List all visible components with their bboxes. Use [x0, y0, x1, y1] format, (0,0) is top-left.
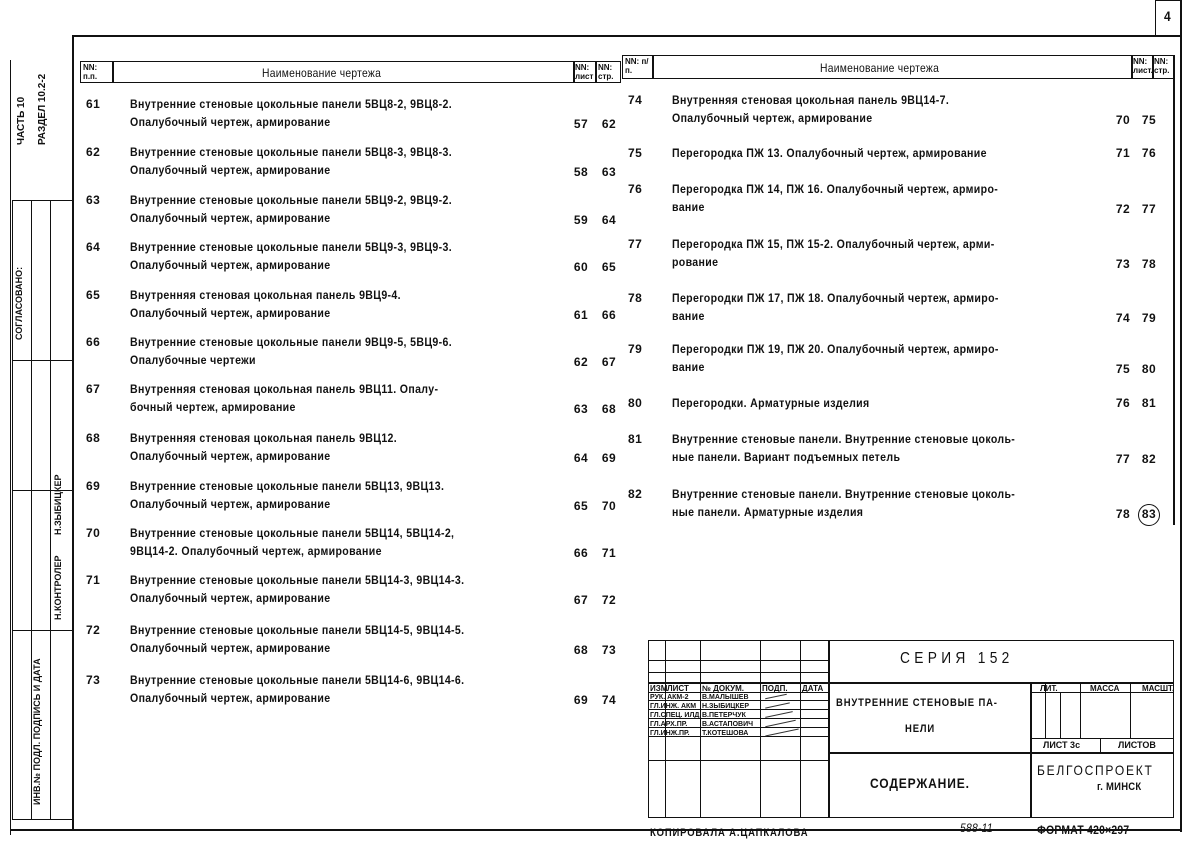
header-sheet: NN: лист [575, 63, 594, 81]
row-page-number: 63 [601, 165, 617, 179]
row-number: 67 [86, 382, 101, 396]
row-number: 78 [628, 291, 643, 305]
row-page-number: 70 [601, 499, 617, 513]
header-divider [652, 55, 654, 79]
row-title-line: Опалубочный чертеж, армирование [130, 258, 331, 272]
row-title-line: Внутренние стеновые панели. Внутренние стеновые цоколь- [672, 432, 1016, 446]
inventory-label: ИНВ.№ ПОДЛ. ПОДПИСЬ И ДАТА [32, 658, 42, 805]
row-page-number: 80 [1141, 362, 1157, 376]
row-number: 68 [86, 431, 101, 445]
row-title-line: Опалубочный чертеж, армирование [130, 163, 331, 177]
header-divider [112, 61, 114, 83]
row-page-number: 69 [601, 451, 617, 465]
row-page-number: 65 [601, 260, 617, 274]
title-block-line [648, 760, 828, 761]
header-page: NN: стр. [598, 63, 614, 81]
title-block-column-header: ПОДП. [762, 684, 788, 693]
row-page-number: 72 [601, 593, 617, 607]
series-label: СЕРИЯ 152 [900, 650, 1014, 667]
row-title-line: Перегородки ПЖ 17, ПЖ 18. Опалубочный чертеж, армиро- [672, 291, 999, 305]
row-title-line: Внутренние стеновые цокольные панели 5ВЦ8-2, 9ВЦ8-2. [130, 97, 452, 111]
row-title-line: Внутренние стеновые цокольные панели 5ВЦ9-3, 9ВЦ9-3. [130, 240, 452, 254]
drawing-name-2: НЕЛИ [905, 723, 936, 735]
row-number: 71 [86, 573, 101, 587]
title-block-line [1060, 692, 1061, 738]
row-title-line: Внутренние стеновые цокольные панели 5ВЦ9-2, 9ВЦ9-2. [130, 193, 452, 207]
row-page-number: 77 [1141, 202, 1157, 216]
row-page-number: 62 [601, 117, 617, 131]
row-sheet-number: 71 [1115, 146, 1131, 160]
row-title-line: ные панели. Вариант подъемных петель [672, 450, 901, 464]
header-no-right: NN: п/п. [625, 57, 649, 75]
table-row [86, 525, 646, 565]
row-sheet-number: 76 [1115, 396, 1131, 410]
row-title-line: рование [672, 255, 719, 269]
header-name-right: Наименование чертежа [820, 61, 940, 75]
row-page-number: 79 [1141, 311, 1157, 325]
table-row [86, 192, 646, 232]
row-title-line: Перегородка ПЖ 13. Опалубочный чертеж, армирование [672, 146, 987, 160]
table-row [86, 334, 646, 374]
row-page-number: 76 [1141, 146, 1157, 160]
title-block-line [1030, 682, 1032, 818]
header-divider [595, 61, 597, 83]
row-page-number: 78 [1141, 257, 1157, 271]
signer-name: В.ПЕТЕРЧУК [702, 712, 746, 719]
part-label: ЧАСТЬ 10 [16, 96, 27, 145]
mass-label: МАССА [1090, 684, 1120, 693]
title-block-line [828, 640, 830, 818]
row-number: 75 [628, 146, 643, 160]
copied-by: КОПИРОВАЛА А.ЦАПКАЛОВА [650, 827, 809, 839]
row-sheet-number: 67 [573, 593, 589, 607]
row-number: 74 [628, 93, 643, 107]
row-sheet-number: 62 [573, 355, 589, 369]
row-sheet-number: 78 [1115, 507, 1131, 521]
table-row [628, 236, 1188, 276]
title-block-column-header: ЛИСТ [667, 684, 689, 693]
row-title-line: Внутренние стеновые цокольные панели 5ВЦ13, 9ВЦ13. [130, 479, 445, 493]
city: г. МИНСК [1097, 781, 1142, 793]
row-title-line: Опалубочный чертеж, армирование [130, 497, 331, 511]
row-title-line: Опалубочный чертеж, армирование [672, 111, 873, 125]
row-title-line: Опалубочный чертеж, армирование [130, 449, 331, 463]
row-sheet-number: 65 [573, 499, 589, 513]
row-title-line: Перегородка ПЖ 15, ПЖ 15-2. Опалубочный чертеж, арми- [672, 237, 995, 251]
row-number: 79 [628, 342, 643, 356]
row-title-line: бочный чертеж, армирование [130, 400, 296, 414]
row-sheet-number: 66 [573, 546, 589, 560]
header-sheet-right: NN: лист. [1133, 57, 1153, 75]
row-sheet-number: 74 [1115, 311, 1131, 325]
header-name: Наименование чертежа [262, 66, 382, 80]
title-block-line [700, 640, 701, 818]
table-row [628, 181, 1188, 221]
row-sheet-number: 77 [1115, 452, 1131, 466]
lit-label: ЛИТ. [1040, 684, 1058, 693]
row-title-line: Опалубочный чертеж, армирование [130, 115, 331, 129]
signer-name: В.МАЛЫШЕВ [702, 694, 749, 701]
row-sheet-number: 57 [573, 117, 589, 131]
row-title-line: Перегородки. Арматурные изделия [672, 396, 870, 410]
table-row [86, 381, 646, 421]
section-label: РАЗДЕЛ 10.2-2 [37, 73, 48, 145]
title-block-column-header: ДАТА [802, 684, 824, 693]
row-title-line: Внутренние стеновые цокольные панели 5ВЦ14-6, 9ВЦ14-6. [130, 673, 465, 687]
row-number: 63 [86, 193, 101, 207]
row-title-line: вание [672, 309, 705, 323]
table-row [628, 92, 1188, 132]
row-page-number: 75 [1141, 113, 1157, 127]
row-title-line: Внутренние стеновые цокольные панели 9ВЦ9-5, 5ВЦ9-6. [130, 335, 452, 349]
table-row [628, 486, 1188, 526]
row-number: 66 [86, 335, 101, 349]
table-row [86, 478, 646, 518]
row-page-number: 66 [601, 308, 617, 322]
table-row [86, 96, 646, 136]
row-title-line: Опалубочный чертеж, армирование [130, 691, 331, 705]
table-row [86, 430, 646, 470]
title-block-line [1080, 682, 1081, 738]
table-row [628, 341, 1188, 381]
row-sheet-number: 61 [573, 308, 589, 322]
row-title-line: Внутренняя стеновая цокольная панель 9ВЦ11. Опалу- [130, 382, 439, 396]
sheets-label: ЛИСТОВ [1118, 740, 1156, 750]
row-page-number: 82 [1141, 452, 1157, 466]
sheet-number: 4 [1164, 8, 1171, 24]
row-number: 77 [628, 237, 643, 251]
frame-bottom [10, 829, 1182, 831]
title-block-column-header: № ДОКУМ. [702, 684, 745, 693]
stamp-row [12, 630, 73, 631]
row-title-line: вание [672, 360, 705, 374]
title-block-line [828, 752, 1174, 754]
table-row [86, 287, 646, 327]
table-row [86, 144, 646, 184]
row-title-line: Опалубочные чертежи [130, 353, 256, 367]
signer-role: РУК. АКМ-2 [650, 694, 689, 701]
stamp-row [12, 490, 73, 491]
row-title-line: Внутренняя стеновая цокольная панель 9ВЦ12. [130, 431, 398, 445]
row-title-line: ные панели. Арматурные изделия [672, 505, 864, 519]
row-page-number: 64 [601, 213, 617, 227]
row-page-number: 83 [1138, 504, 1160, 526]
title-block-line [1100, 738, 1101, 752]
row-sheet-number: 75 [1115, 362, 1131, 376]
table-row [86, 572, 646, 612]
row-title-line: Внутренняя стеновая цокольная панель 9ВЦ9-4. [130, 288, 401, 302]
row-title-line: 9ВЦ14-2. Опалубочный чертеж, армирование [130, 544, 382, 558]
table-row [86, 622, 646, 662]
row-title-line: Перегородки ПЖ 19, ПЖ 20. Опалубочный чертеж, армиро- [672, 342, 999, 356]
row-sheet-number: 63 [573, 402, 589, 416]
row-title-line: вание [672, 200, 705, 214]
row-title-line: Внутренние стеновые цокольные панели 5ВЦ14, 5ВЦ14-2, [130, 526, 455, 540]
row-number: 69 [86, 479, 101, 493]
row-number: 81 [628, 432, 643, 446]
row-title-line: Перегородка ПЖ 14, ПЖ 16. Опалубочный чертеж, армиро- [672, 182, 999, 196]
stamp-row [12, 360, 73, 361]
row-title-line: Внутренние стеновые панели. Внутренние стеновые цоколь- [672, 487, 1016, 501]
row-number: 62 [86, 145, 101, 159]
row-title-line: Опалубочный чертеж, армирование [130, 641, 331, 655]
signer-role: ГЛ.ИНЖ.ПР. [650, 730, 690, 737]
row-page-number: 81 [1141, 396, 1157, 410]
row-sheet-number: 72 [1115, 202, 1131, 216]
row-page-number: 67 [601, 355, 617, 369]
frame-top [72, 35, 1181, 37]
row-sheet-number: 60 [573, 260, 589, 274]
scale-label: МАСШТ. [1142, 684, 1175, 693]
signer-role: ГЛ.АРХ.ПР. [650, 721, 688, 728]
row-number: 73 [86, 673, 101, 687]
signer-role: ГЛ.СПЕЦ. ИЛД [650, 712, 700, 719]
row-page-number: 71 [601, 546, 617, 560]
row-page-number: 68 [601, 402, 617, 416]
table-row [628, 145, 1188, 185]
row-number: 76 [628, 182, 643, 196]
row-number: 61 [86, 97, 101, 111]
title-block-line [648, 660, 828, 661]
row-page-number: 73 [601, 643, 617, 657]
title-block-line [648, 672, 828, 673]
row-number: 65 [86, 288, 101, 302]
row-title-line: Внутренние стеновые цокольные панели 5ВЦ8-3, 9ВЦ8-3. [130, 145, 452, 159]
row-sheet-number: 69 [573, 693, 589, 707]
binding-line [10, 60, 11, 835]
row-number: 82 [628, 487, 643, 501]
row-sheet-number: 70 [1115, 113, 1131, 127]
header-page-right: NN: стр. [1154, 57, 1170, 75]
table-row [628, 395, 1188, 435]
controller-name: Н.ЗЫБИЦКЕР [53, 474, 63, 535]
signer-name: В.АСТАПОВИЧ [702, 721, 754, 728]
row-sheet-number: 58 [573, 165, 589, 179]
format-label: ФОРМАТ 420×297 [1037, 823, 1130, 837]
table-row [86, 239, 646, 279]
row-title-line: Опалубочный чертеж, армирование [130, 591, 331, 605]
row-title-line: Внутренние стеновые цокольные панели 5ВЦ14-5, 9ВЦ14-5. [130, 623, 465, 637]
row-sheet-number: 68 [573, 643, 589, 657]
title-block-line [760, 640, 761, 818]
sheet-content-title: СОДЕРЖАНИЕ. [870, 775, 970, 791]
row-title-line: Опалубочный чертеж, армирование [130, 306, 331, 320]
title-block-column-header: ИЗМ [650, 684, 668, 693]
agreed-label: СОГЛАСОВАНО: [14, 266, 24, 340]
table-row [628, 290, 1188, 330]
row-number: 80 [628, 396, 643, 410]
drawing-name: ВНУТРЕННИЕ СТЕНОВЫЕ ПА- [836, 697, 998, 709]
document-code: 588-11 [960, 821, 993, 835]
row-number: 70 [86, 526, 101, 540]
organization: БЕЛГОСПРОЕКТ [1037, 762, 1154, 778]
stamp-col [50, 200, 51, 820]
row-sheet-number: 64 [573, 451, 589, 465]
title-block-line [800, 640, 801, 818]
controller-label: Н.КОНТРОЛЕР [53, 555, 63, 620]
row-page-number: 74 [601, 693, 617, 707]
row-title-line: Внутренние стеновые цокольные панели 5ВЦ14-3, 9ВЦ14-3. [130, 573, 465, 587]
table-row [86, 672, 646, 712]
signer-name: Т.КОТЕШОВА [702, 730, 749, 737]
title-block-line [1030, 738, 1174, 739]
row-title-line: Опалубочный чертеж, армирование [130, 211, 331, 225]
row-sheet-number: 73 [1115, 257, 1131, 271]
row-sheet-number: 59 [573, 213, 589, 227]
signer-name: Н.ЗЫБИЦКЕР [702, 703, 750, 710]
signer-role: ГЛ.ИНЖ. АКМ [650, 703, 697, 710]
row-title-line: Внутренняя стеновая цокольная панель 9ВЦ14-7. [672, 93, 950, 107]
header-no: NN: п.п. [83, 63, 98, 81]
row-number: 64 [86, 240, 101, 254]
row-number: 72 [86, 623, 101, 637]
sheet-label: ЛИСТ 3с [1043, 740, 1081, 750]
table-row [628, 431, 1188, 471]
title-block-line [1130, 682, 1131, 738]
